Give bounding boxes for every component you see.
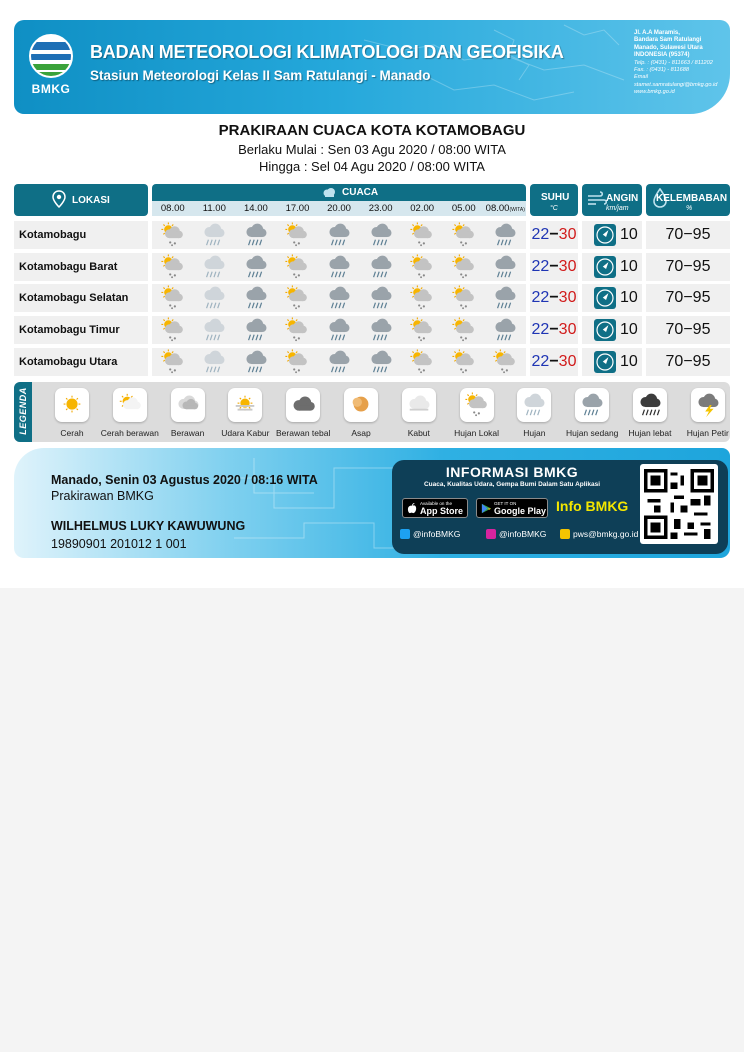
app-store-button[interactable]: [402, 498, 468, 518]
temperature-max: 30: [558, 257, 577, 275]
temperature-range: 22−30: [531, 257, 577, 275]
weather-hujan-lokal-icon: [152, 348, 194, 376]
temperature-min: 22: [531, 226, 550, 243]
location-pin-icon: [52, 190, 66, 208]
weather-hujan-icon: [517, 388, 551, 422]
weather-hujan-sedang-icon: [485, 221, 527, 249]
weather-hujan-lokal-icon: [277, 221, 319, 249]
weather-hujan-sedang-icon: [235, 348, 277, 376]
wind-speed: 10: [620, 226, 638, 243]
weather-hujan-lokal-icon: [401, 284, 443, 312]
weather-hujan-lokal-icon: [443, 348, 485, 376]
email-icon: [560, 529, 570, 539]
twitter-icon: [400, 529, 410, 539]
weather-hujan-sedang-icon: [360, 253, 402, 281]
address-line: Manado, Sulawesi Utara: [634, 44, 703, 51]
cloud-icon: [322, 186, 336, 198]
email-address: pws@bmkg.go.id: [573, 529, 639, 539]
location-cell: [14, 221, 148, 249]
legend-label: Hujan: [523, 428, 546, 438]
issued-date: Manado, Senin 03 Agustus 2020 / 08:16 WITA: [51, 473, 318, 487]
weather-hujan-lokal-icon: [152, 284, 194, 312]
wind-direction-icon: [594, 256, 616, 278]
time-label-last: [485, 201, 527, 216]
legend-tag-label: LEGENDA: [18, 387, 28, 435]
legend-item: [678, 388, 738, 440]
time-label: 08.00: [160, 203, 185, 214]
column-unit-kelembaban: %: [686, 205, 693, 212]
info-title: INFORMASI BMKG: [445, 464, 579, 480]
weather-hujan-sedang-icon: [235, 316, 277, 344]
column-unit-angin: km/jam: [606, 205, 629, 212]
forecaster-name: WILHELMUS LUKY KAWUWUNG: [51, 519, 246, 533]
time-label: 02.00: [410, 203, 435, 214]
weather-hujan-sedang-icon: [318, 316, 360, 344]
google-play-icon: [481, 503, 492, 514]
app-store-small: Available on the: [420, 501, 452, 506]
weather-hujan-icon: [194, 348, 236, 376]
weather-hujan-lokal-icon: [401, 253, 443, 281]
bmkg-logo: [26, 34, 76, 104]
weather-hujan-sedang-icon: [360, 221, 402, 249]
table-row: [14, 316, 730, 344]
google-play-button[interactable]: [476, 498, 548, 518]
time-label: 20.00: [327, 203, 351, 214]
weather-hujan-icon: [194, 221, 236, 249]
legend-label: Kabut: [407, 428, 430, 438]
address-line: Jl. A.A Maramis,: [634, 30, 680, 36]
temperature-max: 30: [558, 352, 577, 370]
weather-hujan-lokal-icon: [485, 348, 527, 376]
twitter-handle: @infoBMKG: [413, 529, 461, 539]
table-row: [14, 284, 730, 312]
weather-hujan-lokal-icon: [152, 316, 194, 344]
location-name: Kotamobagu: [19, 229, 87, 241]
wind-speed: 10: [620, 257, 638, 275]
legend-label: Hujan Lokal: [454, 428, 500, 438]
org-title: BADAN METEOROLOGI KLIMATOLOGI DAN GEOFISIKA: [90, 42, 564, 62]
weather-hujan-lebat-icon: [633, 388, 667, 422]
temperature-min: 22: [531, 352, 550, 370]
table-row: [14, 221, 730, 249]
location-cell: [14, 253, 148, 281]
weather-berawan-icon: [171, 388, 205, 422]
humidity-cell: [646, 253, 730, 281]
weather-hujan-lokal-icon: [277, 284, 319, 312]
google-play-label: Google Play: [494, 506, 547, 516]
weather-cerah-berawan-icon: [113, 388, 147, 422]
email-link[interactable]: [560, 528, 638, 540]
column-label-angin: ANGIN: [606, 193, 639, 204]
wind-cell: [582, 348, 642, 376]
location-name: Kotamobagu Timur: [19, 324, 120, 337]
humidity-cell: [646, 221, 730, 249]
weather-hujan-petir-icon: [691, 388, 725, 422]
address-block: [634, 30, 728, 97]
time-label: 08.00: [485, 203, 510, 214]
column-header-suhu: [530, 184, 578, 216]
weather-hujan-sedang-icon: [235, 253, 277, 281]
column-header-angin: [582, 184, 642, 216]
wind-direction-icon: [594, 287, 616, 309]
legend-label: Cerah berawan: [100, 428, 159, 438]
weather-hujan-sedang-icon: [485, 253, 527, 281]
legend: [14, 382, 730, 442]
wind-speed: 10: [620, 352, 638, 370]
weather-cell: [152, 284, 526, 312]
temperature-max: 30: [558, 226, 577, 243]
weather-berawan-tebal-icon: [286, 388, 320, 422]
google-play-small: GET IT ON: [494, 501, 517, 506]
column-label-lokasi: LOKASI: [72, 195, 110, 206]
valid-from: Berlaku Mulai : Sen 03 Agu 2020 / 08:00 WITA: [238, 142, 506, 157]
legend-label: Hujan lebat: [628, 428, 672, 438]
column-unit-suhu: °C: [550, 205, 558, 212]
instagram-handle: @infoBMKG: [499, 529, 547, 539]
weather-hujan-sedang-icon: [485, 284, 527, 312]
weather-hujan-sedang-icon: [485, 316, 527, 344]
humidity-range: 70−95: [665, 321, 711, 339]
weather-hujan-icon: [194, 316, 236, 344]
humidity-cell: [646, 284, 730, 312]
temperature-range: 22−30: [531, 352, 577, 370]
wind-cell: [582, 221, 642, 249]
qr-code[interactable]: [640, 464, 718, 544]
qr-code-icon: [644, 468, 714, 540]
weather-hujan-sedang-icon: [235, 221, 277, 249]
temperature-max: 30: [558, 289, 577, 307]
weather-hujan-lokal-icon: [443, 284, 485, 312]
weather-hujan-lokal-icon: [460, 388, 494, 422]
page-title: PRAKIRAAN CUACA KOTA KOTAMOBAGU: [218, 122, 526, 139]
humidity-range: 70−95: [665, 289, 711, 307]
weather-hujan-lokal-icon: [152, 221, 194, 249]
weather-kabut-icon: [402, 388, 436, 422]
weather-hujan-icon: [194, 253, 236, 281]
legend-label: Berawan: [170, 428, 205, 438]
weather-cell: [152, 221, 526, 249]
time-suffix: (WITA): [509, 207, 525, 213]
column-label-suhu: SUHU: [541, 192, 570, 203]
temperature-range: 22−30: [531, 321, 577, 339]
temperature-max: 30: [558, 321, 577, 339]
table-row: [14, 348, 730, 376]
location-cell: [14, 348, 148, 376]
header-banner: [14, 20, 730, 114]
forecaster-role: Prakirawan BMKG: [51, 489, 154, 503]
instagram-icon: [486, 529, 496, 539]
location-cell: [14, 284, 148, 312]
humidity-cell: [646, 348, 730, 376]
weather-hujan-lokal-icon: [443, 253, 485, 281]
humidity-range: 70−95: [665, 257, 711, 275]
location-name: Kotamobagu Utara: [19, 355, 118, 368]
temperature-range: 22−30: [531, 289, 577, 307]
weather-hujan-sedang-icon: [318, 221, 360, 249]
wind-direction-icon: [594, 351, 616, 373]
instagram-link[interactable]: [486, 528, 546, 540]
wind-cell: [582, 284, 642, 312]
column-label-kelembaban: KELEMBABAN: [656, 193, 728, 204]
wind-speed: 10: [620, 289, 638, 307]
app-name: Info BMKG: [556, 498, 629, 514]
temperature-min: 22: [531, 289, 550, 307]
weather-hujan-sedang-icon: [360, 284, 402, 312]
address-fax: Fax. : (0431) - 811688: [634, 67, 689, 74]
location-name: Kotamobagu Barat: [19, 260, 118, 273]
legend-label: Berawan tebal: [276, 428, 331, 438]
weather-hujan-sedang-icon: [318, 284, 360, 312]
weather-hujan-sedang-icon: [575, 388, 609, 422]
weather-hujan-sedang-icon: [318, 348, 360, 376]
org-subtitle: Stasiun Meteorologi Kelas II Sam Ratulangi - Manado: [90, 68, 431, 83]
logo-text: BMKG: [31, 82, 71, 96]
info-bmkg-panel: [392, 460, 728, 554]
weather-hujan-sedang-icon: [360, 348, 402, 376]
legend-tag: [14, 382, 32, 442]
time-header-row: [152, 201, 526, 216]
address-web: www.bmkg.go.id: [634, 89, 675, 96]
info-subtitle: Cuaca, Kualitas Udara, Gempa Bumi Dalam Satu Aplikasi: [423, 481, 601, 488]
legend-label: Hujan sedang: [565, 428, 619, 438]
column-header-lokasi: [14, 184, 148, 216]
weather-hujan-lokal-icon: [401, 348, 443, 376]
weather-asap-icon: [344, 388, 378, 422]
address-telp: Telp. : (0431) - 811663 / 811202: [634, 59, 713, 66]
weather-hujan-sedang-icon: [360, 316, 402, 344]
wind-speed: 10: [620, 321, 638, 339]
address-line: INDONESIA (95374): [634, 52, 690, 59]
weather-hujan-icon: [194, 284, 236, 312]
wind-icon: [586, 189, 608, 209]
address-email-label: Email: [634, 74, 648, 81]
legend-label: Cerah: [60, 428, 84, 438]
temperature-range: 22−30: [531, 226, 577, 243]
wind-direction-icon: [594, 319, 616, 341]
location-cell: [14, 316, 148, 344]
time-label: 14.00: [244, 203, 268, 214]
apple-icon: [407, 503, 418, 514]
time-label: 17.00: [285, 203, 310, 214]
wind-cell: [582, 253, 642, 281]
weather-hujan-sedang-icon: [318, 253, 360, 281]
weather-hujan-lokal-icon: [277, 316, 319, 344]
humidity-range: 70−95: [665, 352, 711, 370]
weather-hujan-lokal-icon: [152, 253, 194, 281]
forecaster-nip: 19890901 201012 1 001: [51, 537, 187, 551]
app-store-label: App Store: [420, 506, 464, 516]
legend-label: Asap: [351, 428, 371, 438]
weather-hujan-lokal-icon: [443, 316, 485, 344]
time-label: 05.00: [451, 203, 476, 214]
weather-cell: [152, 348, 526, 376]
weather-udara-kabur-icon: [228, 388, 262, 422]
footer: [14, 448, 730, 558]
column-header-kelembaban: [646, 184, 730, 216]
legend-label: Udara Kabur: [221, 428, 270, 438]
time-label: 11.00: [202, 203, 226, 214]
address-line: Bandara Sam Ratulangi: [634, 37, 702, 44]
weather-cell: [152, 253, 526, 281]
temperature-cell: [530, 348, 578, 376]
weather-cell: [152, 316, 526, 344]
weather-hujan-lokal-icon: [277, 348, 319, 376]
table-row: [14, 253, 730, 281]
humidity-range: 70−95: [665, 226, 711, 243]
weather-hujan-lokal-icon: [277, 253, 319, 281]
wind-cell: [582, 316, 642, 344]
temperature-cell: [530, 221, 578, 249]
temperature-cell: [530, 284, 578, 312]
weather-cerah-icon: [55, 388, 89, 422]
valid-to: Hingga : Sel 04 Agu 2020 / 08:00 WITA: [259, 159, 485, 174]
weather-hujan-lokal-icon: [401, 221, 443, 249]
address-email: stamet.samratulangi@bmkg.go.id: [634, 81, 718, 88]
column-header-cuaca: [152, 184, 526, 201]
column-label-cuaca: CUACA: [342, 187, 379, 198]
weather-hujan-lokal-icon: [443, 221, 485, 249]
twitter-link[interactable]: [400, 528, 460, 540]
temperature-min: 22: [531, 321, 550, 339]
map-decoration: [344, 20, 644, 114]
wind-direction-icon: [594, 224, 616, 246]
humidity-cell: [646, 316, 730, 344]
weather-hujan-sedang-icon: [235, 284, 277, 312]
location-name: Kotamobagu Selatan: [19, 292, 129, 305]
temperature-min: 22: [531, 257, 550, 275]
weather-hujan-lokal-icon: [401, 316, 443, 344]
temperature-cell: [530, 253, 578, 281]
temperature-cell: [530, 316, 578, 344]
time-label: 23.00: [368, 203, 393, 214]
legend-label: Hujan Petir: [686, 428, 729, 438]
